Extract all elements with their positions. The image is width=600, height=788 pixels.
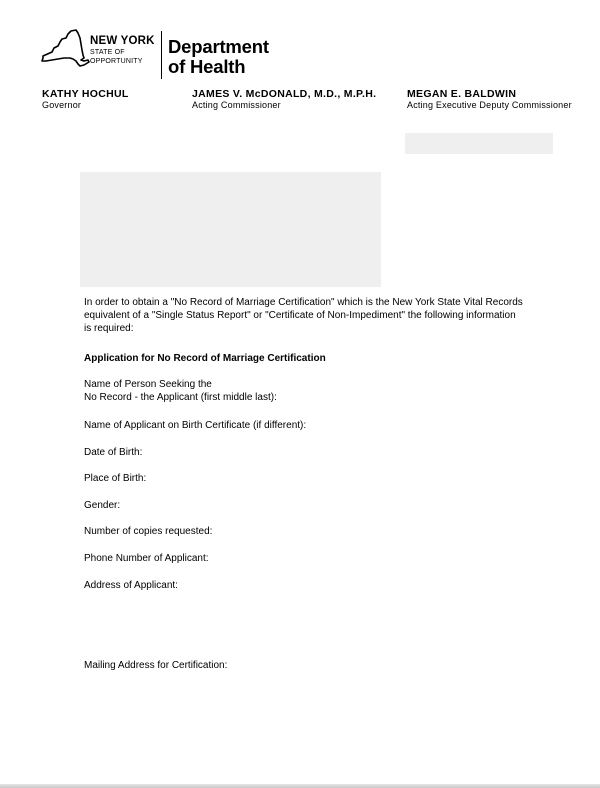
official-name: JAMES V. McDONALD, M.D., M.P.H. <box>192 88 377 100</box>
official-name: MEGAN E. BALDWIN <box>407 88 517 100</box>
field-label-date-of-birth: Date of Birth: <box>84 447 143 458</box>
department-of-health-wordmark <box>168 37 269 77</box>
official-deputy-commissioner <box>407 88 572 111</box>
official-title: Governor <box>42 100 82 110</box>
field-label-copies-requested: Number of copies requested: <box>84 526 213 537</box>
state-of-label: STATE OF <box>90 48 125 56</box>
field-label-address: Address of Applicant: <box>84 580 178 591</box>
official-governor <box>42 88 129 111</box>
new-york-label: NEW YORK <box>90 35 155 47</box>
logo-divider <box>161 31 162 79</box>
official-title: Acting Commissioner <box>192 100 281 110</box>
field-label-mailing-address: Mailing Address for Certification: <box>84 660 228 671</box>
new-york-state-outline-icon <box>40 28 90 70</box>
official-commissioner <box>192 88 376 111</box>
official-name: KATHY HOCHUL <box>42 88 129 100</box>
state-of-opportunity-wordmark <box>90 36 155 66</box>
opportunity-label: OPPORTUNITY <box>90 57 143 65</box>
nys-doh-logo <box>40 28 280 84</box>
field-label-phone-number: Phone Number of Applicant: <box>84 553 209 564</box>
field-label-gender: Gender: <box>84 500 121 511</box>
of-health-label: of Health <box>168 56 246 77</box>
field-label-place-of-birth: Place of Birth: <box>84 473 147 484</box>
application-heading: Application for No Record of Marriage Certification <box>84 353 326 364</box>
redacted-address-block <box>80 172 381 287</box>
officials-row <box>0 88 600 118</box>
intro-paragraph: In order to obtain a "No Record of Marriage Certification" which is the New York State Vital Records equivalent of a "Single Status Report" or "Certificate of Non-Impediment" the following information is required: <box>84 297 523 334</box>
official-title: Acting Executive Deputy Commissioner <box>407 100 572 110</box>
field-label-birth-certificate-name: Name of Applicant on Birth Certificate (if different): <box>84 420 307 431</box>
page-edge <box>0 784 600 788</box>
letter-body <box>84 296 524 335</box>
department-label: Department <box>168 36 269 57</box>
field-label-person-seeking: Name of Person Seeking the <box>84 379 212 390</box>
redacted-date-block <box>405 133 553 154</box>
field-label-applicant-name: No Record - the Applicant (first middle last): <box>84 392 277 403</box>
